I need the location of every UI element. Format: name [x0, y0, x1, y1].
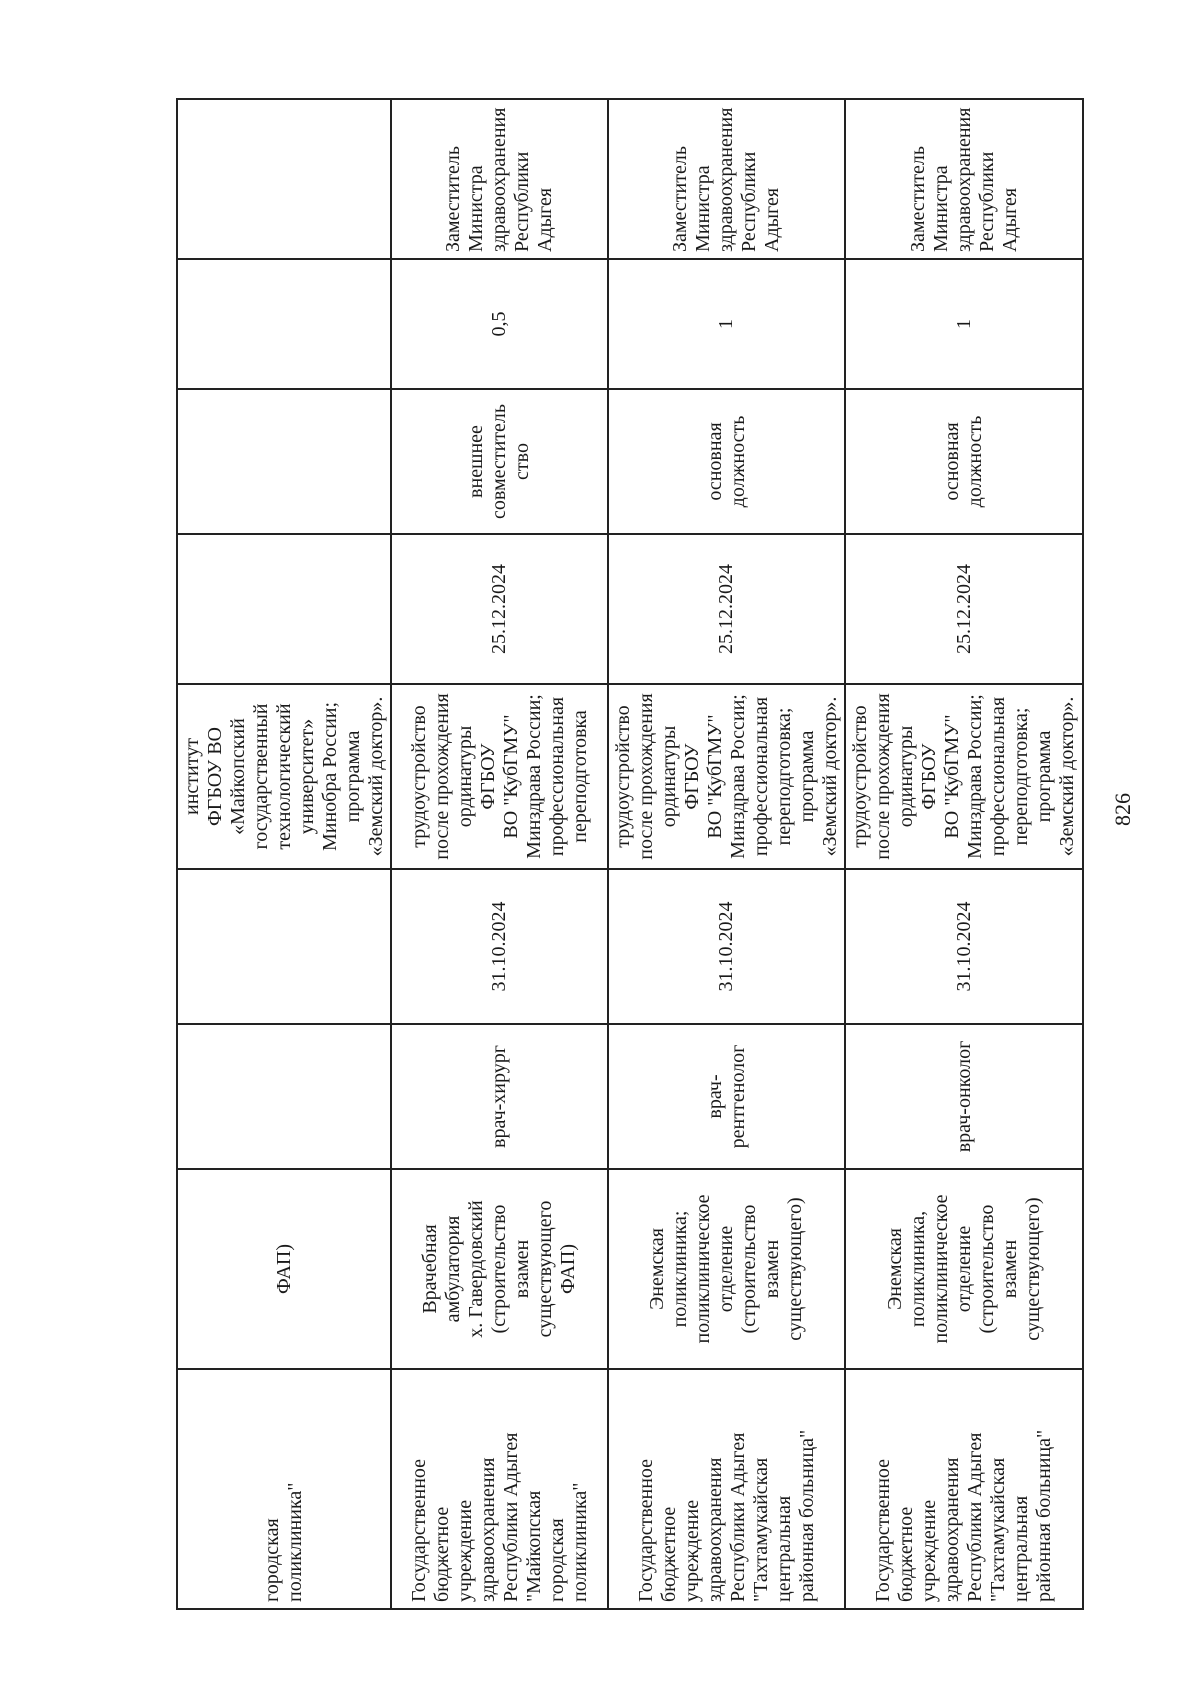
cell-position: врач- рентгенолог — [608, 1024, 846, 1169]
cell-date-start — [177, 869, 391, 1024]
cell-position: врач-хирург — [391, 1024, 607, 1169]
cell-responsible: Заместитель Министра здравоохранения Республики Адыгея — [845, 99, 1083, 259]
cell-organization: Государственное бюджетное учреждение здравоохранения Республики Адыгея "Тахтамукайская центральная районная больница" — [845, 1369, 1083, 1609]
cell-comment: трудоустройство после прохождения ординатуры ФГБОУ ВО "КубГМУ" Минздрава России; профессиональная переподготовка; программа «Земский доктор». — [845, 684, 1083, 869]
cell-facility: ФАП) — [177, 1169, 391, 1369]
cell-date-end: 25.12.2024 — [845, 534, 1083, 684]
cell-responsible — [177, 99, 391, 259]
cell-date-end — [177, 534, 391, 684]
page-number: 826 — [1110, 793, 1135, 826]
cell-rate: 1 — [845, 259, 1083, 389]
cell-date-end: 25.12.2024 — [608, 534, 846, 684]
cell-type — [177, 389, 391, 534]
cell-rate: 1 — [608, 259, 846, 389]
cell-rate — [177, 259, 391, 389]
staffing-table — [176, 98, 1084, 1610]
cell-type: основная должность — [845, 389, 1083, 534]
cell-type: основная должность — [608, 389, 846, 534]
cell-comment: трудоустройство после прохождения ординатуры ФГБОУ ВО "КубГМУ" Минздрава России; профессиональная переподготовка; программа «Земский доктор». — [608, 684, 846, 869]
cell-date-start: 31.10.2024 — [845, 869, 1083, 1024]
cell-organization: городская поликлиника" — [177, 1369, 391, 1609]
table-row — [608, 99, 846, 1609]
cell-responsible: Заместитель Министра здравоохранения Республики Адыгея — [391, 99, 607, 259]
cell-organization: Государственное бюджетное учреждение здравоохранения Республики Адыгея "Майкопская городская поликлиника" — [391, 1369, 607, 1609]
cell-facility: Энемская поликлиника, поликлиническое отделение (строительство взамен существующего) — [845, 1169, 1083, 1369]
rotated-page — [176, 100, 1084, 1610]
cell-date-start: 31.10.2024 — [391, 869, 607, 1024]
cell-comment: институт ФГБОУ ВО «Майкопский государственный технологический университет» Минобра России; программа «Земский доктор». — [177, 684, 391, 869]
cell-comment: трудоустройство после прохождения ординатуры ФГБОУ ВО "КубГМУ" Минздрава России; профессиональная переподготовка — [391, 684, 607, 869]
cell-position — [177, 1024, 391, 1169]
table-row — [845, 99, 1083, 1609]
cell-rate: 0,5 — [391, 259, 607, 389]
cell-organization: Государственное бюджетное учреждение здравоохранения Республики Адыгея "Тахтамукайская центральная районная больница" — [608, 1369, 846, 1609]
cell-position: врач-онколог — [845, 1024, 1083, 1169]
table-row-continuation — [177, 99, 391, 1609]
cell-date-start: 31.10.2024 — [608, 869, 846, 1024]
cell-facility: Энемская поликлиника; поликлиническое отделение (строительство взамен существующего) — [608, 1169, 846, 1369]
cell-date-end: 25.12.2024 — [391, 534, 607, 684]
cell-responsible: Заместитель Министра здравоохранения Республики Адыгея — [608, 99, 846, 259]
table-row — [391, 99, 607, 1609]
cell-type: внешнее совместитель ство — [391, 389, 607, 534]
cell-facility: Врачебная амбулатория х. Гавердовский (строительство взамен существующего ФАП) — [391, 1169, 607, 1369]
